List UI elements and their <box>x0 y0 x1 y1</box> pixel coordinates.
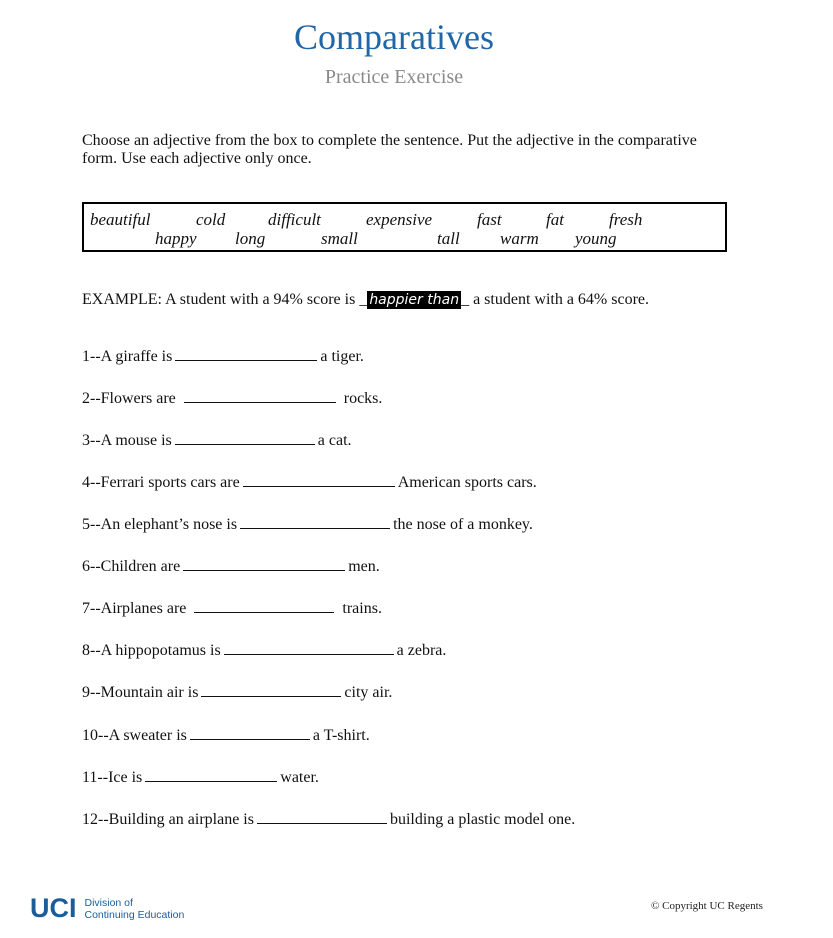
question-text: rocks. <box>343 390 383 407</box>
answer-blank[interactable] <box>240 514 390 529</box>
word-box <box>82 202 727 252</box>
word-beautiful: beautiful <box>90 210 151 229</box>
uci-logo-mark: UCI <box>30 893 77 923</box>
answer-blank[interactable] <box>243 472 395 487</box>
word-tall: tall <box>437 229 460 248</box>
question-8 <box>82 640 446 660</box>
question-text: 5--An elephant’s nose is <box>82 516 238 533</box>
question-text: 3--A mouse is <box>82 432 172 449</box>
uci-logo <box>30 893 184 924</box>
question-text: men. <box>348 558 380 575</box>
question-text: a tiger. <box>320 348 364 365</box>
question-text: the nose of a monkey. <box>393 516 533 533</box>
question-6 <box>82 556 380 576</box>
answer-blank[interactable] <box>175 346 317 361</box>
question-3 <box>82 430 352 450</box>
answer-blank[interactable] <box>175 430 315 445</box>
question-text: 7--Airplanes are <box>82 600 187 617</box>
word-cold: cold <box>196 210 226 229</box>
question-text: 12--Building an airplane is <box>82 811 254 828</box>
word-fresh: fresh <box>609 210 643 229</box>
word-expensive: expensive <box>366 210 433 229</box>
answer-blank[interactable] <box>257 809 387 824</box>
question-12 <box>82 809 575 829</box>
answer-blank[interactable] <box>201 682 341 697</box>
logo-line-2: Continuing Education <box>84 908 185 921</box>
answer-blank[interactable] <box>194 598 334 613</box>
word-long: long <box>235 229 266 248</box>
question-2 <box>82 388 382 408</box>
question-text: American sports cars. <box>397 474 537 491</box>
question-text: 10--A sweater is <box>82 727 187 744</box>
question-text: water. <box>280 769 319 786</box>
question-7 <box>82 598 382 618</box>
word-warm: warm <box>500 229 539 248</box>
question-text: a T-shirt. <box>312 727 370 744</box>
question-text: building a plastic model one. <box>389 811 576 828</box>
uci-logo-text <box>85 897 185 921</box>
word-small: small <box>321 229 358 248</box>
question-text: 11--Ice is <box>82 769 143 786</box>
instructions: Choose an adjective from the box to complete the sentence. Put the adjective in the comparative form. Use each adjective only once. <box>82 132 697 167</box>
question-text: 4--Ferrari sports cars are <box>82 474 240 491</box>
answer-blank[interactable] <box>183 556 345 571</box>
page-subtitle: Practice Exercise <box>324 66 464 88</box>
question-11 <box>82 767 319 787</box>
question-1 <box>82 346 364 366</box>
example-prefix: EXAMPLE: A student with a 94% score is _ <box>82 291 368 308</box>
answer-blank[interactable] <box>190 725 310 740</box>
example-sentence <box>82 291 649 309</box>
question-text: trains. <box>342 600 382 617</box>
word-difficult: difficult <box>268 210 321 229</box>
question-text: 2--Flowers are <box>82 390 176 407</box>
answer-blank[interactable] <box>184 388 336 403</box>
word-happy: happy <box>155 229 197 248</box>
question-10 <box>82 725 370 745</box>
answer-blank[interactable] <box>145 767 277 782</box>
question-5 <box>82 514 533 534</box>
question-9 <box>82 682 392 702</box>
question-text: a cat. <box>317 432 352 449</box>
question-text: 1--A giraffe is <box>82 348 173 365</box>
question-text: 8--A hippopotamus is <box>82 642 221 659</box>
question-4 <box>82 472 537 492</box>
question-text: a zebra. <box>396 642 447 659</box>
word-fat: fat <box>546 210 564 229</box>
logo-line-1: Division of <box>84 896 133 909</box>
copyright: © Copyright UC Regents <box>651 900 763 912</box>
page-title: Comparatives <box>294 17 494 57</box>
answer-blank[interactable] <box>224 640 394 655</box>
question-text: city air. <box>344 684 393 701</box>
question-text: 9--Mountain air is <box>82 684 199 701</box>
example-suffix: _ a student with a 64% score. <box>461 291 650 308</box>
word-young: young <box>575 229 617 248</box>
word-fast: fast <box>477 210 502 229</box>
question-text: 6--Children are <box>82 558 181 575</box>
example-answer: happier than <box>369 292 460 308</box>
